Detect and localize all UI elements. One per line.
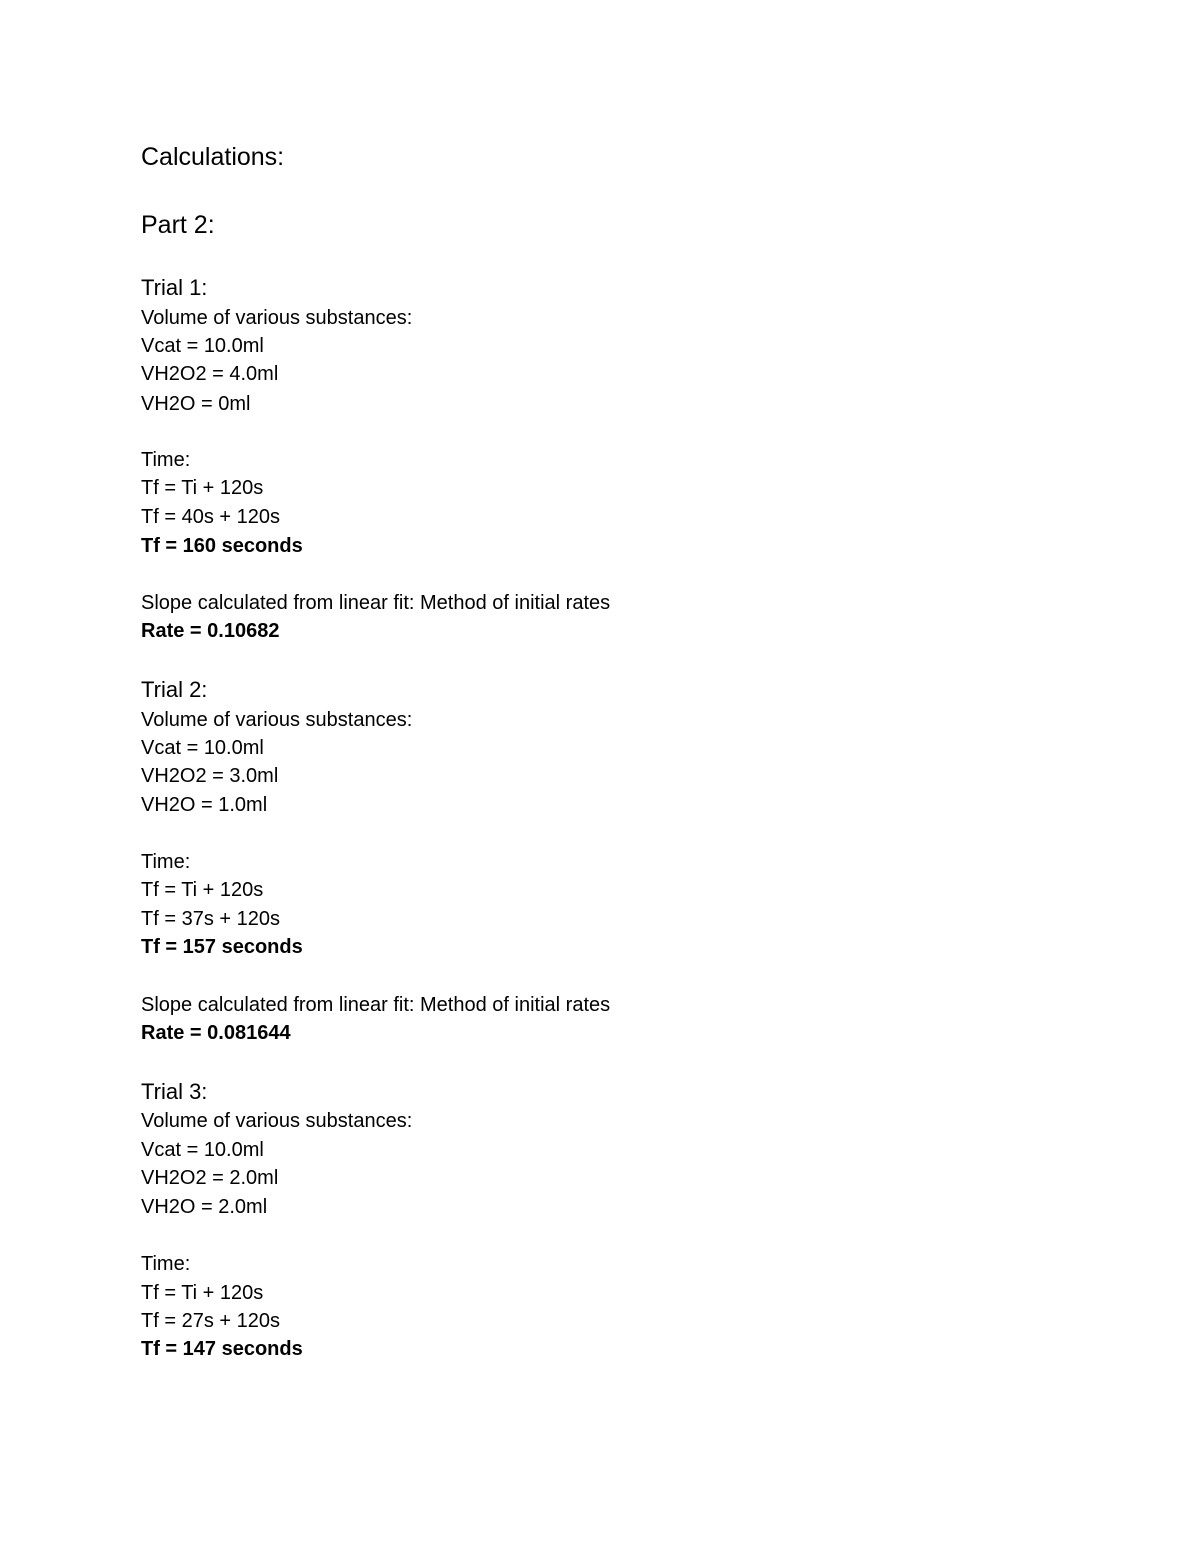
time-result: Tf = 157 seconds	[141, 936, 303, 958]
vh2o-value: VH2O = 2.0ml	[141, 1196, 268, 1218]
vh2o2-value: VH2O2 = 3.0ml	[141, 765, 279, 787]
trial-heading: Trial 2:	[141, 677, 208, 702]
volume-label: Volume of various substances:	[141, 307, 413, 329]
vcat-value: Vcat = 10.0ml	[141, 737, 264, 759]
rate-result: Rate = 0.081644	[141, 1022, 291, 1044]
time-substituted: Tf = 40s + 120s	[141, 506, 280, 528]
part-heading: Part 2:	[141, 211, 215, 239]
vcat-value: Vcat = 10.0ml	[141, 1139, 264, 1161]
time-result: Tf = 147 seconds	[141, 1338, 303, 1360]
vh2o2-value: VH2O2 = 4.0ml	[141, 363, 279, 385]
slope-label: Slope calculated from linear fit: Method of initial rates	[141, 994, 611, 1016]
trial-heading: Trial 3:	[141, 1079, 208, 1104]
vh2o-value: VH2O = 0ml	[141, 393, 251, 415]
rate-result: Rate = 0.10682	[141, 620, 280, 642]
vh2o2-value: VH2O2 = 2.0ml	[141, 1167, 279, 1189]
vh2o-value: VH2O = 1.0ml	[141, 794, 268, 816]
trial-heading: Trial 1:	[141, 275, 208, 300]
page-title: Calculations:	[141, 143, 285, 171]
time-formula: Tf = Ti + 120s	[141, 477, 264, 499]
time-label: Time:	[141, 449, 191, 471]
time-formula: Tf = Ti + 120s	[141, 879, 264, 901]
time-substituted: Tf = 37s + 120s	[141, 908, 280, 930]
volume-label: Volume of various substances:	[141, 1110, 413, 1132]
time-label: Time:	[141, 1253, 191, 1275]
time-substituted: Tf = 27s + 120s	[141, 1310, 280, 1332]
time-result: Tf = 160 seconds	[141, 535, 303, 557]
vcat-value: Vcat = 10.0ml	[141, 335, 264, 357]
volume-label: Volume of various substances:	[141, 709, 413, 731]
time-formula: Tf = Ti + 120s	[141, 1282, 264, 1304]
slope-label: Slope calculated from linear fit: Method of initial rates	[141, 592, 611, 614]
time-label: Time:	[141, 851, 191, 873]
